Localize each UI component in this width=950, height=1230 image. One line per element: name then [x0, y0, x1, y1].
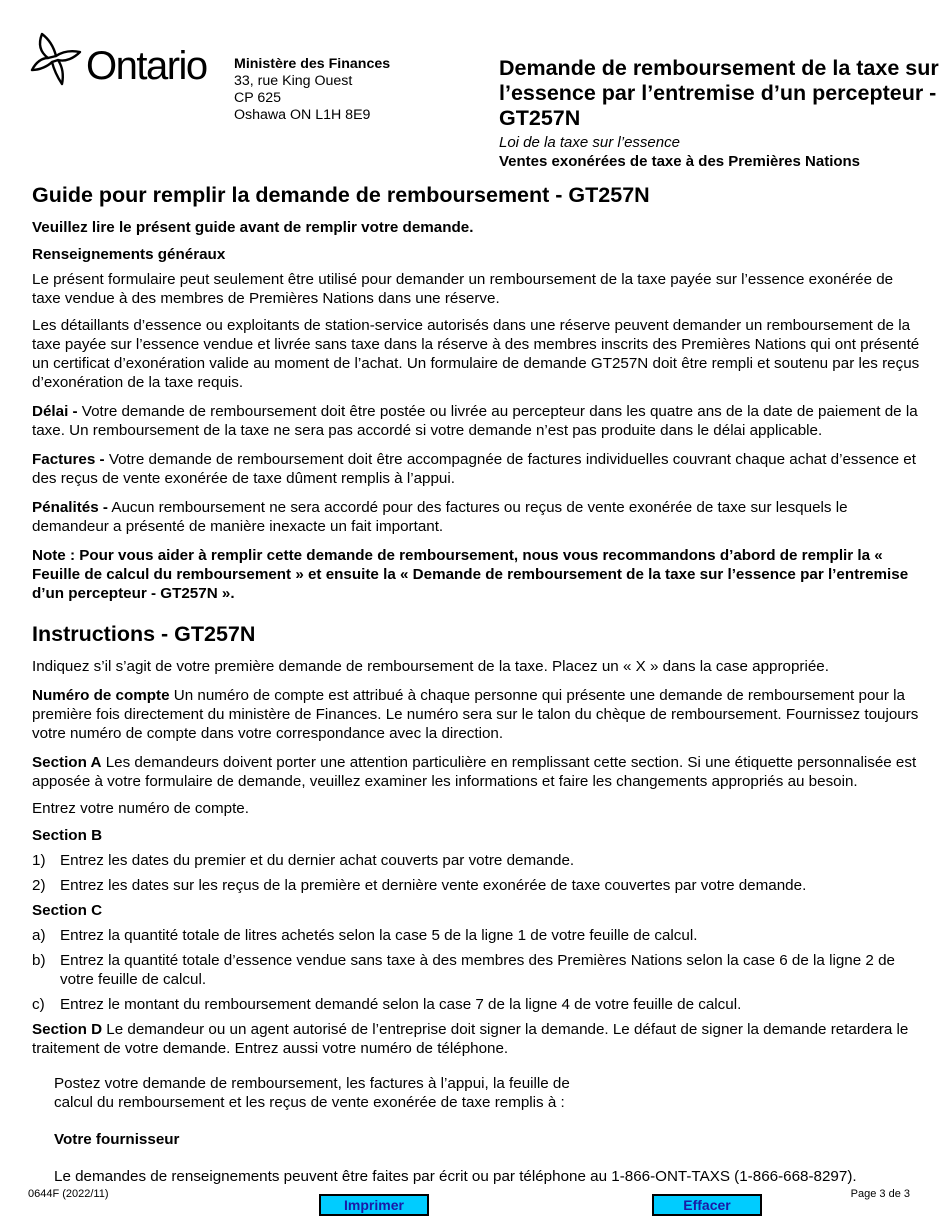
list-label: b)	[32, 952, 46, 969]
penalties-paragraph	[32, 498, 920, 536]
delay-label: Délai -	[32, 403, 78, 420]
form-title: Demande de remboursement de la taxe sur l’essence par l’entremise d’un percepteur - GT257N	[499, 56, 939, 130]
list-text: Entrez le montant du remboursement demandé selon la case 7 de la ligne 4 de votre feuille de calcul.	[60, 996, 742, 1013]
list-item	[32, 876, 920, 895]
ministry-address	[234, 56, 390, 124]
delay-paragraph	[32, 402, 920, 440]
invoices-label: Factures -	[32, 451, 105, 468]
section-a-paragraph	[32, 753, 920, 791]
list-text: Entrez les dates du premier et du dernier achat couverts par votre demande.	[60, 852, 575, 869]
invoices-paragraph	[32, 450, 920, 488]
ministry-name: Ministère des Finances	[234, 56, 391, 72]
penalties-label: Pénalités -	[32, 499, 108, 516]
instructions-intro: Indiquez s’il s’agit de votre première demande de remboursement de la taxe. Placez un « X » dans la case appropriée.	[32, 658, 829, 675]
invoices-text: Votre demande de remboursement doit être accompagnée de factures individuelles couvrant chaque achat d’essence et des reçus de vente exonérée de taxe dûment remplis à l’appui.	[32, 451, 916, 487]
general-para-2: Les détaillants d’essence ou exploitants de station-service autorisés dans une réserve peuvent demander un remboursement de la taxe payée sur l’essence vendue et livrée sans taxe dans la réserve à des membres inscrits des Premières Nations qui ont présenté un certificat d’exonération valide au moment de l’achat. Un formulaire de demande GT257N doit être rempli et soutenu par les reçus d’exonération de la taxe requis.	[32, 317, 920, 391]
list-text: Entrez les dates sur les reçus de la première et dernière vente exonérée de taxe couvertes par votre demande.	[60, 877, 807, 894]
guide-title: Guide pour remplir la demande de remboursement - GT257N	[32, 183, 650, 207]
list-label: 2)	[32, 877, 46, 894]
account-paragraph	[32, 686, 920, 743]
list-item	[32, 926, 920, 945]
section-b-heading: Section B	[32, 827, 103, 844]
section-a-account: Entrez votre numéro de compte.	[32, 800, 249, 817]
read-notice: Veuillez lire le présent guide avant de remplir votre demande.	[32, 219, 474, 236]
main-content	[32, 182, 920, 1186]
list-label: 1)	[32, 852, 46, 869]
form-subtitle: Ventes exonérées de taxe à des Premières Nations	[499, 153, 861, 170]
list-item	[32, 851, 920, 870]
mail-line-1: Postez votre demande de remboursement, les factures à l’appui, la feuille de	[54, 1075, 570, 1092]
list-label: c)	[32, 996, 45, 1013]
section-d-label: Section D	[32, 1021, 103, 1038]
address-line-3: Oshawa ON L1H 8E9	[234, 107, 371, 123]
logo-wordmark: Ontario	[86, 44, 207, 88]
penalties-text: Aucun remboursement ne sera accordé pour des factures ou reçus de vente exonérée de taxe sur lesquels le demandeur a présenté de manière inexacte un fait important.	[32, 499, 848, 535]
section-c-heading: Section C	[32, 902, 103, 919]
list-label: a)	[32, 927, 46, 944]
section-d-paragraph	[32, 1020, 920, 1058]
supplier-label: Votre fournisseur	[54, 1131, 180, 1148]
section-a-label: Section A	[32, 754, 102, 771]
account-label: Numéro de compte	[32, 687, 170, 704]
address-line-2: CP 625	[234, 90, 282, 106]
form-code: 0644F (2022/11)	[28, 1188, 109, 1200]
note-paragraph: Note : Pour vous aider à remplir cette demande de remboursement, nous vous recommandons d’abord de remplir la « Feuille de calcul du remboursement » et ensuite la « Demande de remboursement de la taxe sur l’essence par l’entremise d’un percepteur - GT257N ».	[32, 547, 909, 602]
general-heading: Renseignements généraux	[32, 246, 226, 263]
mail-instructions	[54, 1074, 920, 1112]
list-text: Entrez la quantité totale d’essence vendue sans taxe à des membres des Premières Nations selon la case 6 de la ligne 2 de votre feuille de calcul.	[60, 952, 895, 988]
section-d-text: Le demandeur ou un agent autorisé de l’entreprise doit signer la demande. Le défaut de signer la demande retardera le traitement de votre demande. Entrez aussi votre numéro de téléphone.	[32, 1021, 909, 1057]
ontario-logo	[28, 28, 208, 92]
instructions-title: Instructions - GT257N	[32, 622, 256, 646]
list-text: Entrez la quantité totale de litres achetés selon la case 5 de la ligne 1 de votre feuille de calcul.	[60, 927, 698, 944]
mail-line-2: calcul du remboursement et les reçus de vente exonérée de taxe remplis à :	[54, 1094, 565, 1111]
section-a-text: Les demandeurs doivent porter une attention particulière en remplissant cette section. Si une étiquette personnalisée est apposée à votre formulaire de demande, veuillez examiner les informations et faire les changements appropriés au besoin.	[32, 754, 917, 790]
clear-button[interactable]: Effacer	[652, 1194, 762, 1216]
delay-text: Votre demande de remboursement doit être postée ou livrée au percepteur dans les quatre ans de la date de paiement de la taxe. Un remboursement de la taxe ne sera pas accordé si votre demande n’est pas produite dans le délai applicable.	[32, 403, 918, 439]
page-number: Page 3 de 3	[850, 1188, 910, 1200]
list-item	[32, 995, 920, 1014]
general-para-1: Le présent formulaire peut seulement être utilisé pour demander un remboursement de la taxe payée sur l’essence exonérée de taxe vendue à des membres de Premières Nations dans une réserve.	[32, 271, 894, 307]
inquiries-text: Le demandes de renseignements peuvent être faites par écrit ou par téléphone au 1-866-ONT-TAXS (1-866-668-8297).	[54, 1168, 857, 1185]
address-line-1: 33, rue King Ouest	[234, 73, 353, 89]
account-text: Un numéro de compte est attribué à chaque personne qui présente une demande de remboursement pour la première fois directement du ministère de Finances. Le numéro sera sur le talon du chèque de remboursement. Fournissez toujours votre numéro de compte dans votre correspondance avec la direction.	[32, 687, 919, 742]
print-button[interactable]: Imprimer	[319, 1194, 429, 1216]
trillium-icon	[28, 28, 84, 92]
list-item	[32, 951, 920, 989]
act-name: Loi de la taxe sur l’essence	[499, 134, 680, 151]
